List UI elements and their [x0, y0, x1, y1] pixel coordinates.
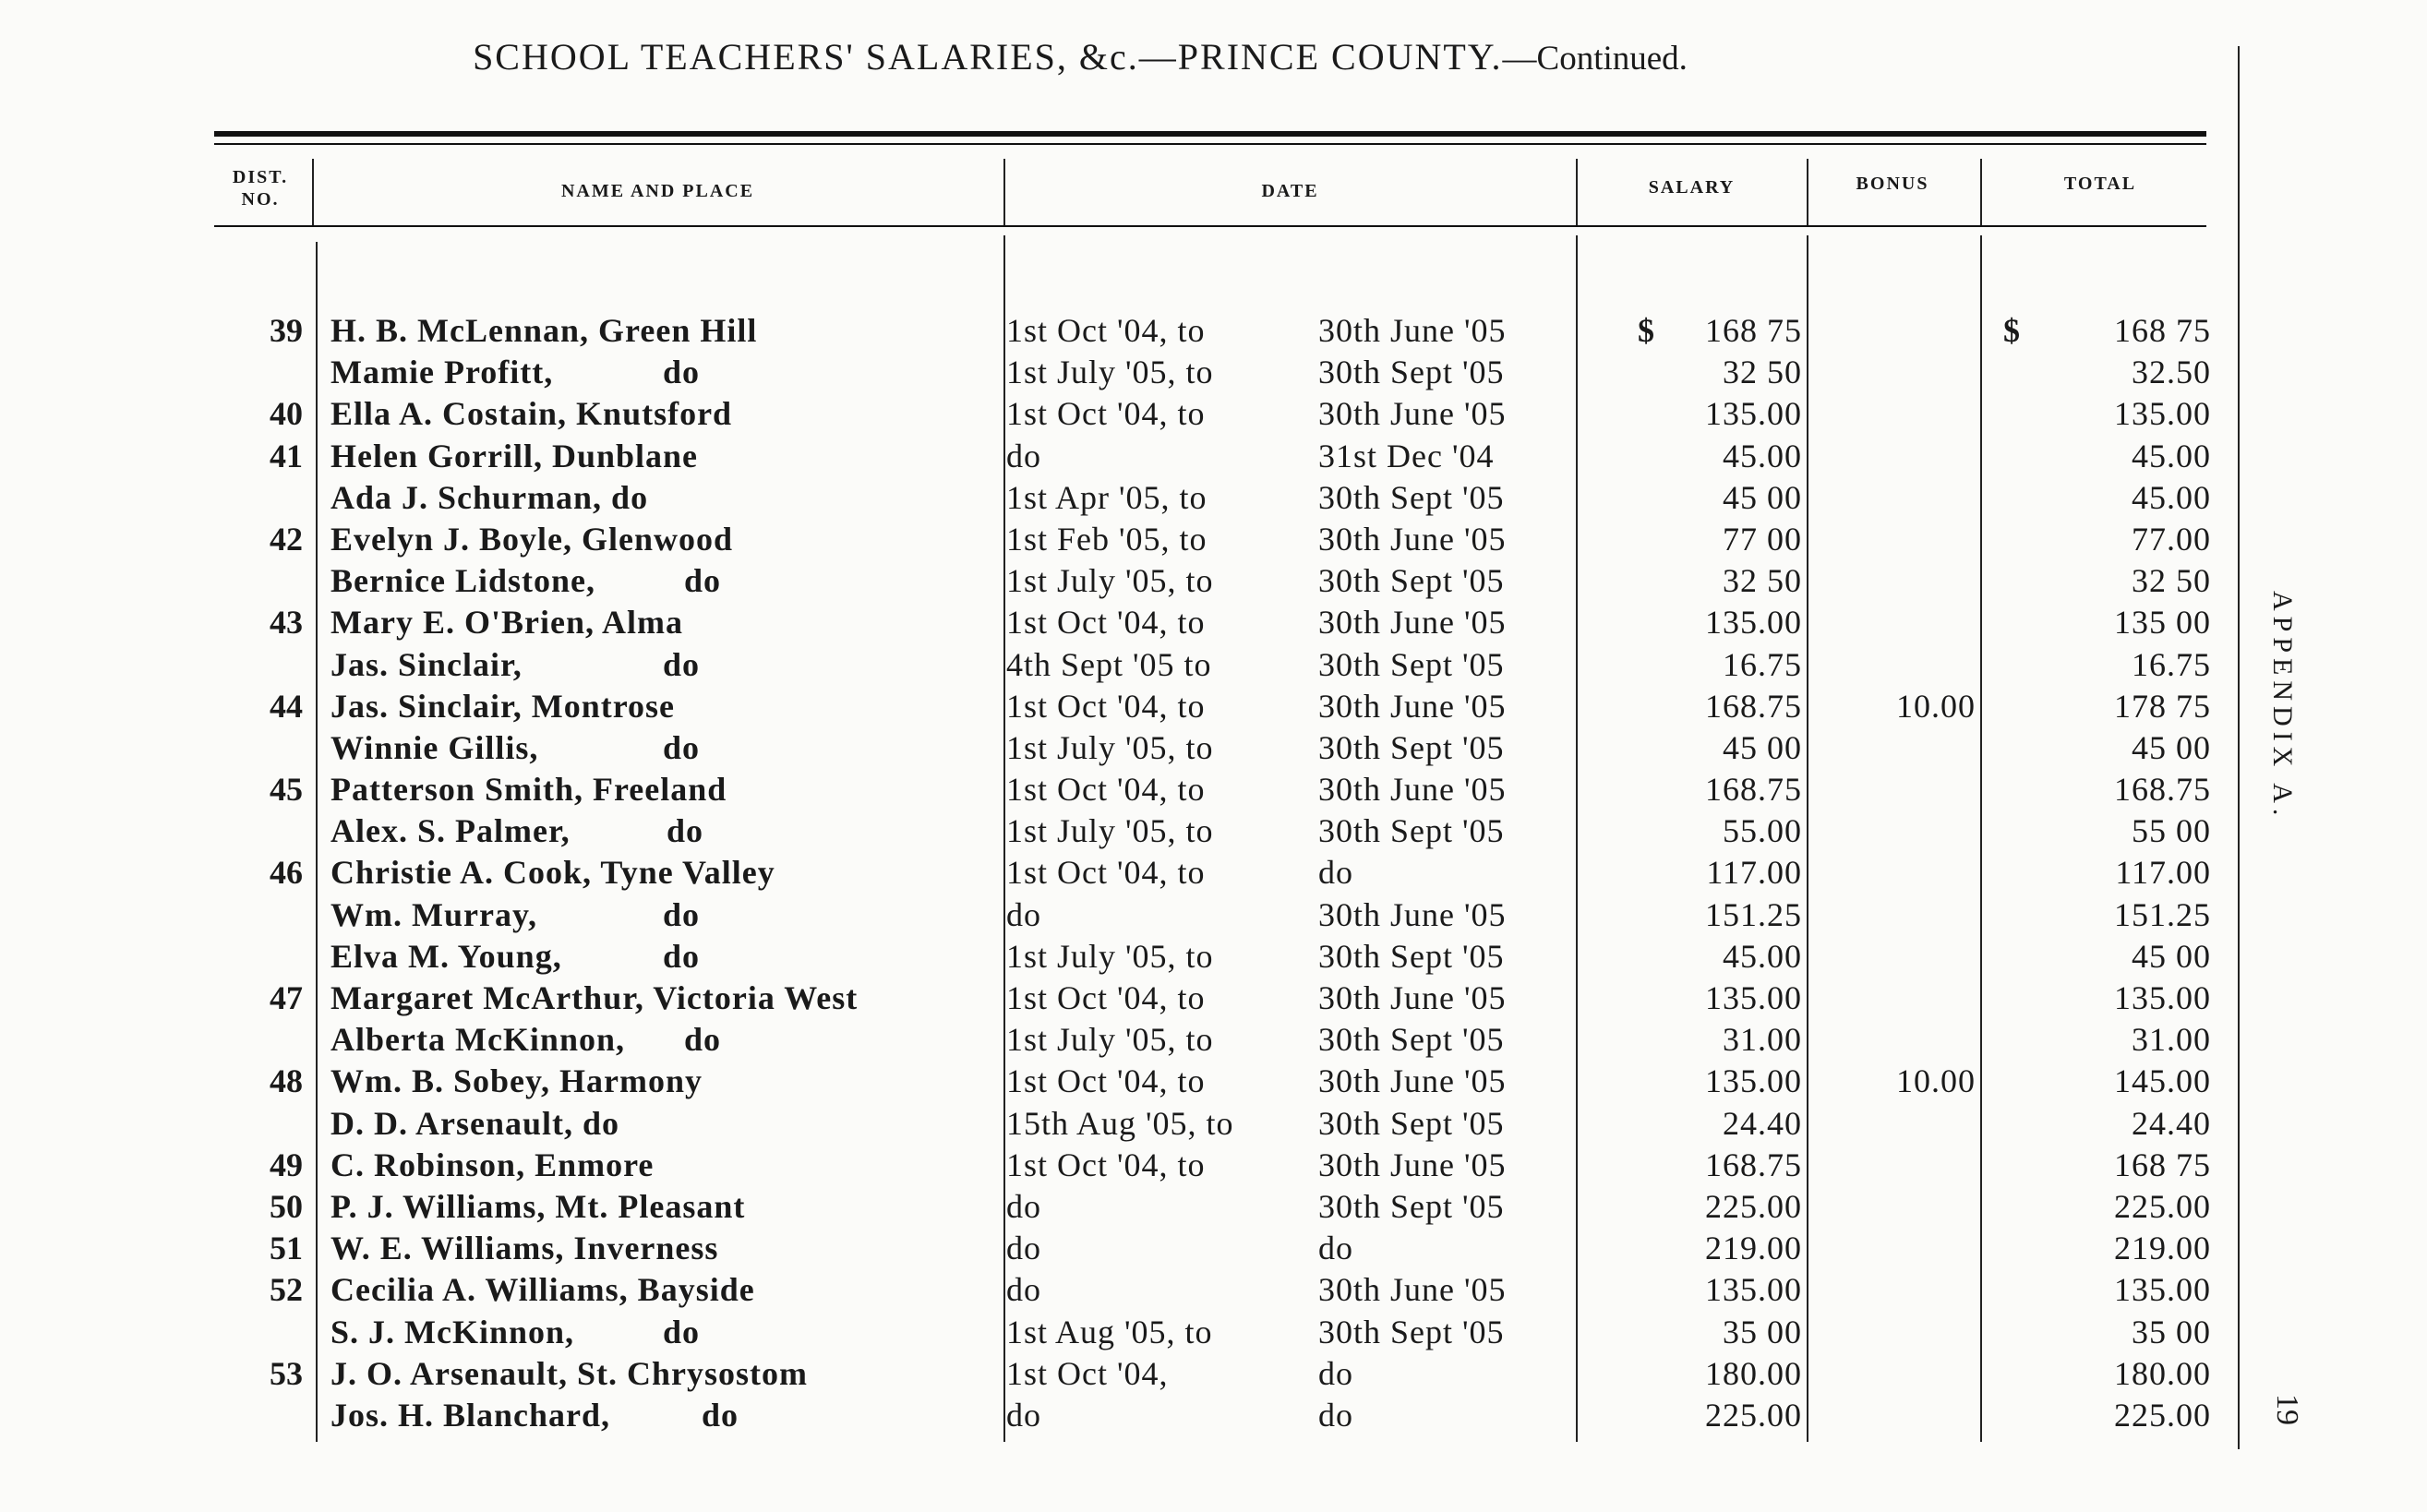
title-continued: —Continued. — [1502, 40, 1688, 78]
salary-value: 32 50 — [1723, 354, 1802, 391]
salary-value: 168.75 — [1705, 687, 1802, 725]
total-value: 31.00 — [2132, 1021, 2211, 1059]
total-value: 180.00 — [2114, 1354, 2211, 1392]
table-row — [0, 1228, 2216, 1269]
dist-number: 39 — [270, 312, 303, 349]
teacher-name: Jos. H. Blanchard, — [330, 1396, 611, 1434]
dist-number: 43 — [270, 604, 303, 642]
teacher-name: Patterson Smith, Freeland — [330, 771, 727, 809]
date-from: 1st Aug '05, to — [1006, 1313, 1213, 1350]
appendix-label: APPENDIX A. — [2267, 591, 2298, 822]
table-row — [0, 393, 2216, 435]
salary-value: 135.00 — [1705, 1271, 1802, 1309]
teacher-name: Wm. Murray, — [330, 895, 537, 933]
place-ditto: do — [684, 1021, 722, 1059]
dist-number: 44 — [270, 687, 303, 725]
total-value: 135.00 — [2114, 979, 2211, 1016]
date-from: do — [1006, 437, 1041, 474]
teacher-name: Jas. Sinclair, — [330, 645, 523, 683]
table-row — [0, 352, 2216, 393]
total-value: 219.00 — [2114, 1230, 2211, 1267]
col-header-name: NAME AND PLACE — [560, 181, 755, 201]
header-rule-thick — [214, 131, 2206, 137]
salary-value: 55.00 — [1723, 812, 1802, 850]
table-row — [0, 477, 2216, 519]
divider-dist — [312, 159, 314, 225]
date-from: 1st Oct '04, to — [1006, 395, 1206, 433]
date-to: 30th June '05 — [1318, 520, 1507, 558]
table-row — [0, 560, 2216, 602]
date-from: do — [1006, 895, 1041, 933]
date-to: 30th June '05 — [1318, 1062, 1507, 1100]
date-to: 30th June '05 — [1318, 1271, 1507, 1309]
date-to: 30th Sept '05 — [1318, 728, 1505, 766]
date-from: 1st Oct '04, to — [1006, 604, 1206, 642]
total-value: 16.75 — [2132, 645, 2211, 683]
salary-value: 135.00 — [1705, 1062, 1802, 1100]
table-row — [0, 852, 2216, 894]
table-row — [0, 519, 2216, 560]
date-to: 30th June '05 — [1318, 895, 1507, 933]
total-currency: $ — [2003, 312, 2020, 349]
col-header-total: TOTAL — [2063, 174, 2137, 194]
salary-value: 24.40 — [1723, 1104, 1802, 1142]
total-value: 45 00 — [2132, 937, 2211, 975]
salary-value: 219.00 — [1705, 1230, 1802, 1267]
place-ditto: do — [684, 562, 722, 600]
total-value: 168.75 — [2114, 771, 2211, 809]
table-row — [0, 1312, 2216, 1353]
salary-value: 31.00 — [1723, 1021, 1802, 1059]
dist-number: 52 — [270, 1271, 303, 1309]
total-value: 225.00 — [2114, 1187, 2211, 1225]
date-from: 1st Apr '05, to — [1006, 478, 1207, 516]
date-from: 1st Oct '04, to — [1006, 854, 1206, 892]
date-from: 1st Oct '04, to — [1006, 312, 1206, 349]
page-edge-rule — [2238, 46, 2240, 1449]
dist-number: 40 — [270, 395, 303, 433]
teacher-name: Mamie Profitt, — [330, 354, 554, 391]
date-from: 1st Feb '05, to — [1006, 520, 1207, 558]
date-from: 15th Aug '05, to — [1006, 1104, 1234, 1142]
table-row — [0, 1269, 2216, 1311]
table-row — [0, 1186, 2216, 1228]
bonus-value: 10.00 — [1896, 1062, 1976, 1100]
place-ditto: do — [663, 1313, 701, 1350]
dist-number: 48 — [270, 1062, 303, 1100]
table-row — [0, 978, 2216, 1019]
date-to: 31st Dec '04 — [1318, 437, 1495, 474]
date-from: 1st Oct '04, to — [1006, 771, 1206, 809]
total-value: 24.40 — [2132, 1104, 2211, 1142]
total-value: 168 75 — [2114, 1146, 2211, 1183]
teacher-name: C. Robinson, Enmore — [330, 1146, 655, 1183]
total-value: 135.00 — [2114, 1271, 2211, 1309]
total-value: 32.50 — [2132, 354, 2211, 391]
column-header-rule — [214, 225, 2206, 227]
total-value: 145.00 — [2114, 1062, 2211, 1100]
col-header-salary: SALARY — [1648, 177, 1736, 198]
place-ditto: do — [663, 895, 701, 933]
salary-value: 168.75 — [1705, 771, 1802, 809]
salary-value: 225.00 — [1705, 1187, 1802, 1225]
date-to: 30th June '05 — [1318, 312, 1507, 349]
date-from: 1st Oct '04, — [1006, 1354, 1169, 1392]
date-from: 1st July '05, to — [1006, 1021, 1214, 1059]
salary-value: 77 00 — [1723, 520, 1802, 558]
table-row — [0, 602, 2216, 643]
table-row — [0, 1395, 2216, 1436]
table-row — [0, 1061, 2216, 1102]
salary-value: 32 50 — [1723, 562, 1802, 600]
dist-number: 42 — [270, 520, 303, 558]
date-from: do — [1006, 1187, 1041, 1225]
teacher-name: Ada J. Schurman, do — [330, 478, 649, 516]
date-to: do — [1318, 854, 1353, 892]
table-row — [0, 1353, 2216, 1395]
place-ditto: do — [702, 1396, 739, 1434]
date-from: 1st Oct '04, to — [1006, 687, 1206, 725]
teacher-name: Ella A. Costain, Knutsford — [330, 395, 733, 433]
total-value: 225.00 — [2114, 1396, 2211, 1434]
date-to: 30th Sept '05 — [1318, 937, 1505, 975]
teacher-name: Alex. S. Palmer, — [330, 812, 571, 850]
date-to: 30th Sept '05 — [1318, 1104, 1505, 1142]
table-row — [0, 769, 2216, 810]
dist-number: 51 — [270, 1230, 303, 1267]
date-to: 30th Sept '05 — [1318, 478, 1505, 516]
date-to: 30th Sept '05 — [1318, 1187, 1505, 1225]
date-to: 30th June '05 — [1318, 979, 1507, 1016]
dist-number: 49 — [270, 1146, 303, 1183]
bonus-value: 10.00 — [1896, 687, 1976, 725]
place-ditto: do — [663, 645, 701, 683]
date-from: 1st Oct '04, to — [1006, 1062, 1206, 1100]
total-value: 32 50 — [2132, 562, 2211, 600]
date-to: do — [1318, 1230, 1353, 1267]
date-from: 1st July '05, to — [1006, 728, 1214, 766]
teacher-name: Christie A. Cook, Tyne Valley — [330, 854, 775, 892]
teacher-name: Mary E. O'Brien, Alma — [330, 604, 683, 642]
salary-value: 225.00 — [1705, 1396, 1802, 1434]
date-from: do — [1006, 1396, 1041, 1434]
salary-value: 45.00 — [1723, 437, 1802, 474]
salary-value: 45 00 — [1723, 478, 1802, 516]
title-text: SCHOOL TEACHERS' SALARIES, &c.—PRINCE COUNTY. — [473, 36, 1503, 78]
table-row — [0, 810, 2216, 852]
dist-number: 47 — [270, 979, 303, 1016]
date-from: 1st July '05, to — [1006, 562, 1214, 600]
salary-currency: $ — [1638, 312, 1654, 349]
date-from: 1st July '05, to — [1006, 937, 1214, 975]
teacher-name: J. O. Arsenault, St. Chrysostom — [330, 1354, 809, 1392]
col-header-date: DATE — [1261, 181, 1319, 201]
date-from: 1st Oct '04, to — [1006, 1146, 1206, 1183]
teacher-name: Evelyn J. Boyle, Glenwood — [330, 520, 734, 558]
place-ditto: do — [663, 354, 701, 391]
dist-number: 50 — [270, 1187, 303, 1225]
salary-value: 117.00 — [1706, 854, 1802, 892]
date-to: 30th Sept '05 — [1318, 1313, 1505, 1350]
salary-value: 168 75 — [1705, 312, 1802, 349]
divider-salary — [1807, 159, 1808, 225]
divider-name — [1003, 159, 1005, 225]
date-from: 1st July '05, to — [1006, 354, 1214, 391]
page-number: 19 — [2270, 1394, 2304, 1425]
place-ditto: do — [663, 937, 701, 975]
table-row — [0, 1019, 2216, 1061]
salary-value: 151.25 — [1705, 895, 1802, 933]
total-value: 117.00 — [2115, 854, 2211, 892]
divider-bonus — [1980, 159, 1982, 225]
date-from: 1st July '05, to — [1006, 812, 1214, 850]
salary-value: 45.00 — [1723, 937, 1802, 975]
page-title — [0, 35, 2160, 78]
date-to: do — [1318, 1354, 1353, 1392]
header-rule-thin — [214, 143, 2206, 145]
total-value: 77.00 — [2132, 520, 2211, 558]
table-row — [0, 310, 2216, 352]
divider-date — [1576, 159, 1578, 225]
date-to: 30th Sept '05 — [1318, 1021, 1505, 1059]
date-to: 30th Sept '05 — [1318, 645, 1505, 683]
table-row — [0, 727, 2216, 769]
teacher-name: P. J. Williams, Mt. Pleasant — [330, 1187, 746, 1225]
teacher-name: Margaret McArthur, Victoria West — [330, 979, 859, 1016]
teacher-name: Cecilia A. Williams, Bayside — [330, 1271, 755, 1309]
date-to: 30th Sept '05 — [1318, 354, 1505, 391]
teacher-name: Helen Gorrill, Dunblane — [330, 437, 699, 474]
table-row — [0, 936, 2216, 978]
date-to: 30th June '05 — [1318, 1146, 1507, 1183]
teacher-name: Wm. B. Sobey, Harmony — [330, 1062, 703, 1100]
total-value: 135.00 — [2114, 395, 2211, 433]
teacher-name: Jas. Sinclair, Montrose — [330, 687, 676, 725]
date-to: 30th Sept '05 — [1318, 562, 1505, 600]
total-value: 45.00 — [2132, 478, 2211, 516]
place-ditto: do — [663, 728, 701, 766]
date-to: 30th June '05 — [1318, 604, 1507, 642]
salary-value: 16.75 — [1723, 645, 1802, 683]
dist-number: 45 — [270, 771, 303, 809]
total-value: 135 00 — [2114, 604, 2211, 642]
teacher-name: W. E. Williams, Inverness — [330, 1230, 719, 1267]
teacher-name: Winnie Gillis, — [330, 728, 539, 766]
salary-table — [0, 310, 2216, 1436]
dist-number: 53 — [270, 1354, 303, 1392]
total-value: 55 00 — [2132, 812, 2211, 850]
salary-value: 135.00 — [1705, 604, 1802, 642]
date-to: 30th June '05 — [1318, 771, 1507, 809]
date-from: 1st Oct '04, to — [1006, 979, 1206, 1016]
date-from: 4th Sept '05 to — [1006, 645, 1212, 683]
salary-value: 35 00 — [1723, 1313, 1802, 1350]
date-to: 30th June '05 — [1318, 395, 1507, 433]
date-from: do — [1006, 1271, 1041, 1309]
teacher-name: S. J. McKinnon, — [330, 1313, 575, 1350]
total-value: 178 75 — [2114, 687, 2211, 725]
table-row — [0, 1103, 2216, 1145]
salary-value: 168.75 — [1705, 1146, 1802, 1183]
teacher-name: Bernice Lidstone, — [330, 562, 595, 600]
table-row — [0, 436, 2216, 477]
col-header-dist: DIST. NO. — [232, 167, 289, 210]
table-row — [0, 1145, 2216, 1186]
date-to: 30th June '05 — [1318, 687, 1507, 725]
teacher-name: D. D. Arsenault, do — [330, 1104, 620, 1142]
total-value: 35 00 — [2132, 1313, 2211, 1350]
teacher-name: Elva M. Young, — [330, 937, 562, 975]
salary-value: 135.00 — [1705, 395, 1802, 433]
date-from: do — [1006, 1230, 1041, 1267]
table-row — [0, 894, 2216, 936]
teacher-name: H. B. McLennan, Green Hill — [330, 312, 758, 349]
salary-value: 135.00 — [1705, 979, 1802, 1016]
col-header-bonus: BONUS — [1856, 174, 1929, 194]
salary-value: 180.00 — [1705, 1354, 1802, 1392]
salary-value: 45 00 — [1723, 728, 1802, 766]
table-row — [0, 644, 2216, 686]
place-ditto: do — [667, 812, 704, 850]
teacher-name: Alberta McKinnon, — [330, 1021, 625, 1059]
total-value: 151.25 — [2114, 895, 2211, 933]
date-to: do — [1318, 1396, 1353, 1434]
total-value: 45.00 — [2132, 437, 2211, 474]
date-to: 30th Sept '05 — [1318, 812, 1505, 850]
dist-number: 46 — [270, 854, 303, 892]
total-value: 45 00 — [2132, 728, 2211, 766]
table-row — [0, 686, 2216, 727]
dist-number: 41 — [270, 437, 303, 474]
total-value: 168 75 — [2114, 312, 2211, 349]
